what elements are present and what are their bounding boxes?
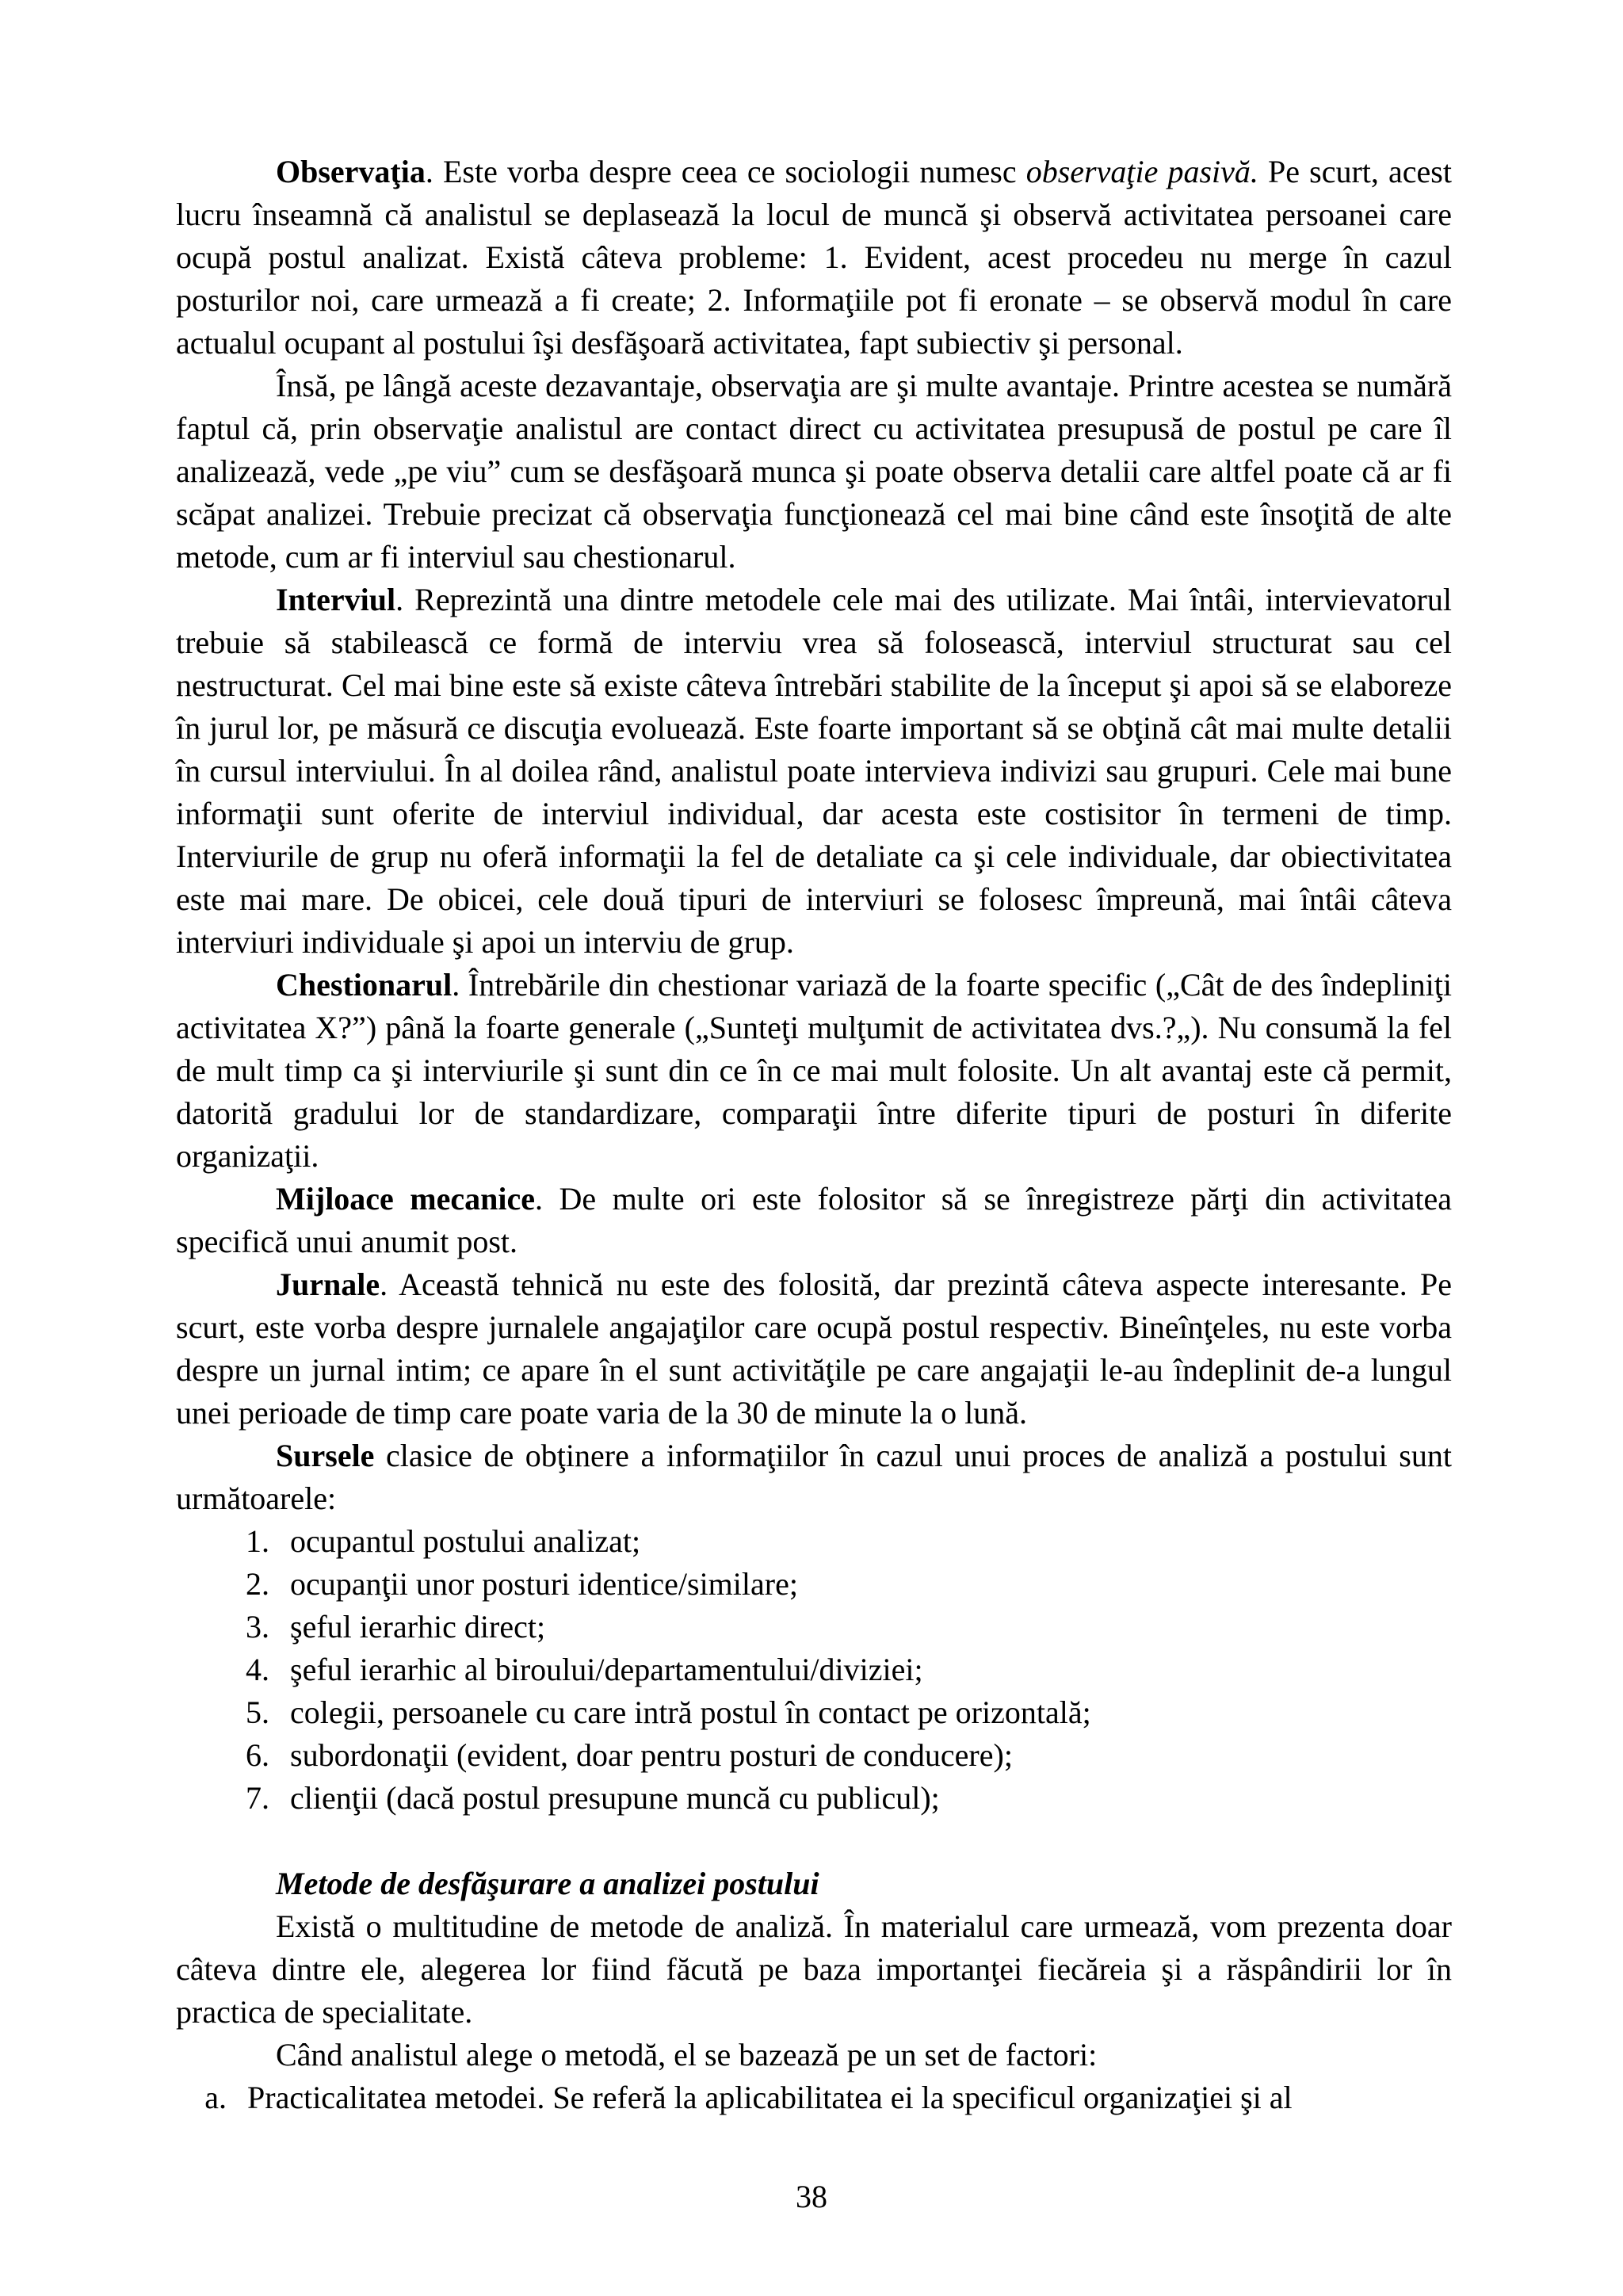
paragraph-text: Însă, pe lângă aceste dezavantaje, observaţia are şi multe avantaje. Printre acestea se numără faptul că, prin observaţie analistul are contact direct cu activitatea presupusă de postul pe care îl analizează, vede „pe viu” cum se desfăşoară munca şi poate observa detalii care altfel poate că ar fi scăpat analizei. Trebuie precizat că observaţia funcţionează cel mai bine când este însoţită de alte metode, cum ar fi interviul sau chestionarul. xyxy=(176,368,1452,575)
section-heading: Metode de desfăşurare a analizei postului xyxy=(276,1866,819,1901)
emphasis-observatie-pasiva: observaţie pasivă. xyxy=(1025,154,1258,189)
list-item: 4. şeful ierarhic al biroului/departamentului/diviziei; xyxy=(277,1648,1452,1691)
list-item: 7. clienţii (dacă postul presupune muncă cu publicul); xyxy=(277,1777,1452,1820)
paragraph-interviul xyxy=(176,579,1452,964)
paragraph-text: clasice de obţinere a informaţiilor în cazul unui proces de analiză a postului sunt următoarele: xyxy=(176,1438,1452,1516)
paragraph-chestionarul xyxy=(176,964,1452,1178)
paragraph-text: . Întrebările din chestionar variază de la foarte specific („Cât de des îndepliniţi activitatea X?”) până la foarte generale („Sunteţi mulţumit de activitatea dvs.?„). Nu consumă la fel de mult timp ca şi interviurile şi sunt din ce în ce mai mult folosite. Un alt avantaj este că permit, datorită gradului lor de standardizare, comparaţii între diferite tipuri de posturi în diferite organizaţii. xyxy=(176,967,1452,1174)
paragraph-sursele xyxy=(176,1435,1452,1520)
lettered-item xyxy=(176,2076,1452,2119)
paragraph-metode-intro xyxy=(176,1905,1452,2034)
list-item-text: Practicalitatea metodei. Se referă la aplicabilitatea ei la specificul organizaţiei şi al xyxy=(247,2080,1293,2115)
paragraph-avantaje xyxy=(176,365,1452,579)
term-chestionarul: Chestionarul xyxy=(276,967,453,1003)
page-body xyxy=(176,151,1452,2119)
list-item: 2. ocupanţii unor posturi identice/similare; xyxy=(277,1563,1452,1606)
term-interviul: Interviul xyxy=(276,582,396,617)
paragraph-text: Pe scurt, acest lucru înseamnă că analistul se deplasează la locul de muncă şi observă activitatea persoanei care ocupă postul analizat. Există câteva probleme: 1. Evident, acest procedeu nu merge în cazul posturilor noi, care urmează a fi create; 2. Informaţiile pot fi eronate – se observă modul în care actualul ocupant al postului îşi desfăşoară activitatea, fapt subiectiv şi personal. xyxy=(176,154,1452,361)
term-observatia: Observaţia xyxy=(276,154,426,189)
term-jurnale: Jurnale xyxy=(276,1266,380,1302)
list-item: 5. colegii, persoanele cu care intră postul în contact pe orizontală; xyxy=(277,1691,1452,1734)
term-sursele: Sursele xyxy=(276,1438,375,1473)
sources-list xyxy=(176,1520,1452,1820)
paragraph-observatia xyxy=(176,151,1452,365)
paragraph-jurnale xyxy=(176,1263,1452,1435)
paragraph-factori xyxy=(176,2034,1452,2076)
list-item: 3. şeful ierarhic direct; xyxy=(277,1606,1452,1648)
paragraph-text: . Reprezintă una dintre metodele cele mai des utilizate. Mai întâi, intervievatorul trebuie să stabilească ce formă de interviu vrea să folosească, interviul structurat sau cel nestructurat. Cel mai bine este să existe câteva întrebări stabilite de la început şi apoi să se elaboreze în jurul lor, pe măsură ce discuţia evoluează. Este foarte important să se obţină cât mai multe detalii în cursul interviului. În al doilea rând, analistul poate intervieva indivizi sau grupuri. Cele mai bune informaţii sunt oferite de interviul individual, dar acesta este costisitor în termeni de timp. Interviurile de grup nu oferă informaţii la fel de detaliate ca şi cele individuale, dar obiectivitatea este mai mare. De obicei, cele două tipuri de interviuri se folosesc împreună, mai întâi câteva interviuri individuale şi apoi un interviu de grup. xyxy=(176,582,1452,960)
paragraph-text: Există o multitudine de metode de analiză. În materialul care urmează, vom prezenta doar câteva dintre ele, alegerea lor fiind făcută pe baza importanţei fiecăreia şi a răspândirii lor în practica de specialitate. xyxy=(176,1908,1452,2030)
page-number: 38 xyxy=(796,2179,827,2214)
paragraph-text: Când analistul alege o metodă, el se bazează pe un set de factori: xyxy=(276,2037,1098,2073)
paragraph-text: . Este vorba despre ceea ce sociologii numesc xyxy=(425,154,1026,189)
list-marker: a. xyxy=(204,2080,227,2115)
list-item: 6. subordonaţii (evident, doar pentru posturi de conducere); xyxy=(277,1734,1452,1777)
term-mijloace-mecanice: Mijloace mecanice xyxy=(276,1181,535,1217)
paragraph-mijloace-mecanice xyxy=(176,1178,1452,1263)
list-item: 1. ocupantul postului analizat; xyxy=(277,1520,1452,1563)
paragraph-text: . De multe ori este folositor să se înregistreze părţi din activitatea specifică unui anumit post. xyxy=(176,1181,1452,1259)
paragraph-text: . Această tehnică nu este des folosită, dar prezintă câteva aspecte interesante. Pe scurt, este vorba despre jurnalele angajaţilor care ocupă postul respectiv. Bineînţeles, nu este vorba despre un jurnal intim; ce apare în el sunt activităţile pe care angajaţii le-au îndeplinit de-a lungul unei perioade de timp care poate varia de la 30 de minute la o lună. xyxy=(176,1266,1452,1431)
